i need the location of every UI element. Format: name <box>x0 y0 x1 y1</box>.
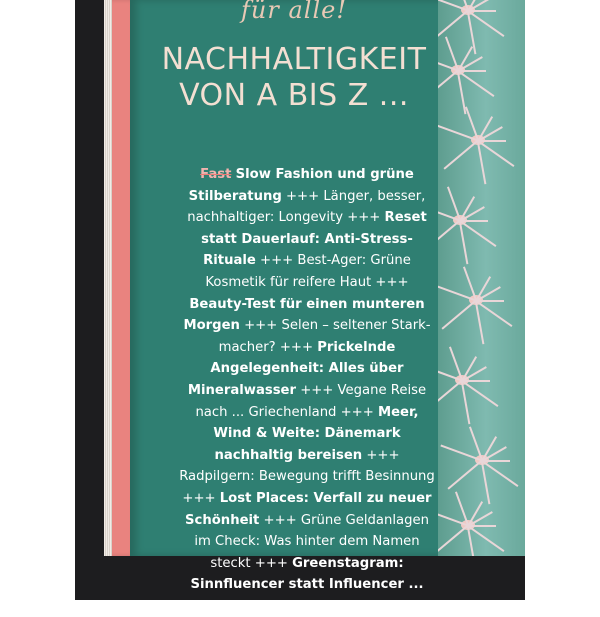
cover-blurb <box>176 164 438 617</box>
cactus-spine <box>478 140 515 166</box>
blurb-segment: Reset statt Dauerlauf: Anti-Stress-Rituale <box>201 210 427 269</box>
blurb-segment: Prickelnde Angelegenheit: Alles über Mineralwasser <box>187 339 404 398</box>
cover-headline <box>130 42 458 114</box>
cactus-spine <box>468 525 505 551</box>
struck-word: Fast <box>200 167 232 182</box>
cactus-spine <box>438 525 468 554</box>
cactus-spine <box>444 140 479 169</box>
blurb-segment: +++ Selen – seltener Starkmacher? +++ <box>218 318 431 355</box>
cactus-spine <box>458 70 495 96</box>
blurb-segment: Beauty-Test für einen munteren Morgen <box>183 296 425 334</box>
cactus-spine <box>458 70 486 72</box>
blurb-segment: +++ Radpilgern: Bewegung trifft Besinnung +++ <box>179 447 435 506</box>
blurb-segment: +++ Grüne Geldanlagen im Check: Was hinter dem Namen steckt +++ <box>194 512 429 571</box>
headline-line-1: NACHHALTIGKEIT <box>161 42 427 77</box>
cactus-spine <box>476 300 513 326</box>
cactus-spine <box>476 300 504 302</box>
cactus-spine <box>468 10 496 12</box>
script-heading: für alle! <box>241 0 347 24</box>
cactus-spine <box>460 220 497 246</box>
blurb-segment: Greenstagram: Sinnfluencer statt Influencer ... <box>190 555 424 593</box>
cactus-spine <box>460 220 488 222</box>
blurb-segment: Meer, Wind & Weite: Dänemark nachhaltig bereisen <box>213 404 419 463</box>
blurb-segment: und vieles mehr! <box>251 598 363 614</box>
cactus-spine <box>468 10 505 36</box>
blurb-segment: Slow Fashion und grüne Stilberatung <box>188 167 414 204</box>
cactus-spine <box>462 380 490 382</box>
headline-line-2: VON A BIS Z ... <box>179 78 409 113</box>
blurb-segment: +++ Best-Ager: Grüne Kosmetik für reifere Haut +++ <box>205 253 411 290</box>
cactus-spine <box>482 460 519 486</box>
cactus-spine <box>462 380 499 406</box>
blurb-segment: Lost Places: Verfall zu neuer Schönheit <box>185 490 432 528</box>
blurb-segment: +++ Vegane Reise nach ... Griechenland +++ <box>195 382 427 420</box>
cactus-spine <box>478 140 506 142</box>
cactus-spine <box>448 460 483 489</box>
cactus-spine <box>482 460 510 462</box>
blurb-segment: +++ Länger, besser, nachhaltiger: Longevity +++ <box>187 188 426 226</box>
cactus-spine <box>442 300 477 329</box>
cactus-spine <box>468 525 496 527</box>
